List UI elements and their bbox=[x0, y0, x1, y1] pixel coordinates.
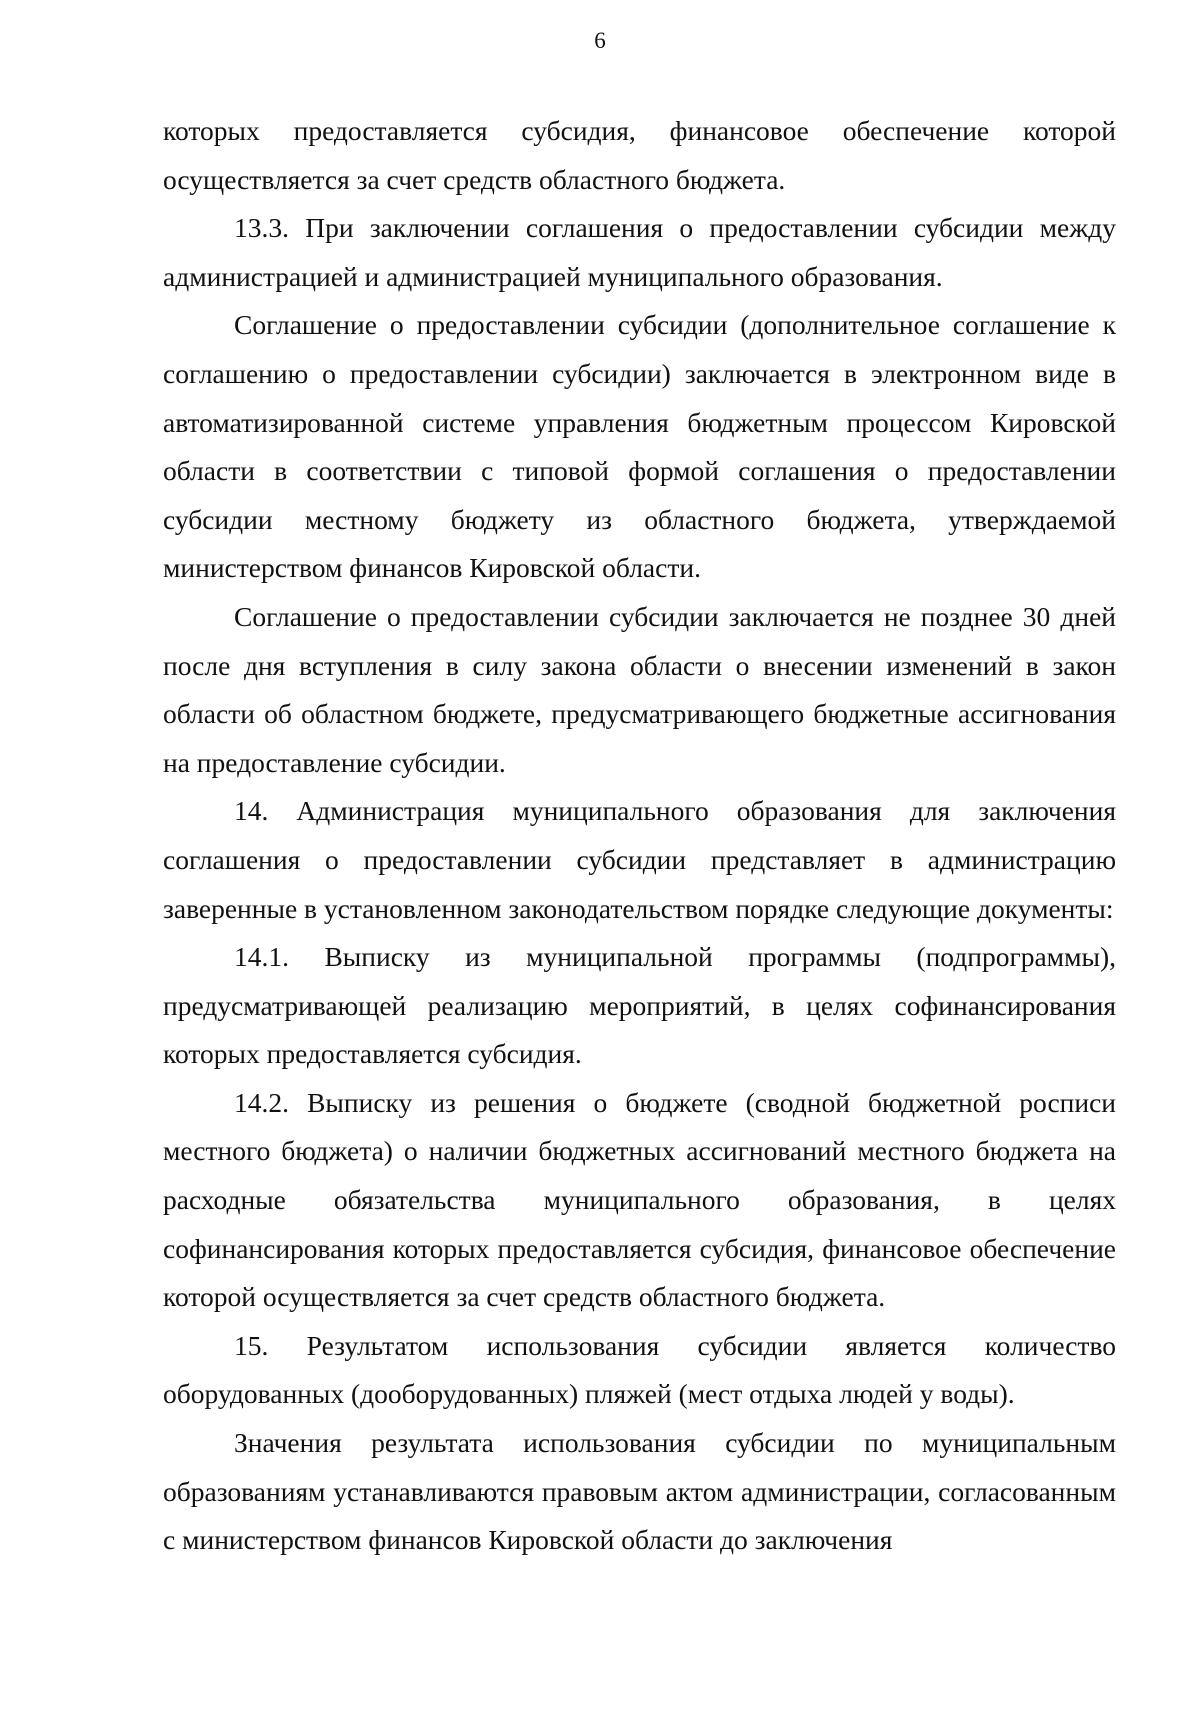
paragraph-continuation: которых предоставляется субсидия, финансовое обеспечение которой осуществляется за счет средств областного бюджета. bbox=[163, 115, 1116, 195]
document-body bbox=[163, 107, 1116, 1565]
page-number: 6 bbox=[594, 28, 606, 53]
paragraph-14: 14. Администрация муниципального образования для заключения соглашения о предоставлении субсидии представляет в администрацию заверенные в установленном законодательством порядке следующие документы: bbox=[163, 795, 1116, 924]
paragraph-agreement-electronic: Соглашение о предоставлении субсидии (дополнительное соглашение к соглашению о предоставлении субсидии) заключается в электронном виде в автоматизированной системе управления бюджетным процессом Кировской области в соответствии с типовой формой соглашения о предоставлении субсидии местному бюджету из областного бюджета, утверждаемой министерством финансов Кировской области. bbox=[163, 309, 1116, 584]
paragraph-13-3: 13.3. При заключении соглашения о предоставлении субсидии между администрацией и администрацией муниципального образования. bbox=[163, 212, 1116, 292]
paragraph-15: 15. Результатом использования субсидии является количество оборудованных (дооборудованных) пляжей (мест отдыха людей у воды). bbox=[163, 1329, 1116, 1410]
paragraph-14-1: 14.1. Выписку из муниципальной программы (подпрограммы), предусматривающей реализацию мероприятий, в целях софинансирования которых предоставляется субсидия. bbox=[163, 941, 1116, 1070]
paragraph-14-2: 14.2. Выписку из решения о бюджете (сводной бюджетной росписи местного бюджета) о наличии бюджетных ассигнований местного бюджета на расходные обязательства муниципального образования, в целях софинансирования которых предоставляется субсидия, финансовое обеспечение которой осуществляется за счет средств областного бюджета. bbox=[163, 1086, 1116, 1313]
paragraph-agreement-deadline: Соглашение о предоставлении субсидии заключается не позднее 30 дней после дня вступления в силу закона области о внесении изменений в закон области об областном бюджете, предусматривающего бюджетные ассигнования на предоставление субсидии. bbox=[163, 600, 1116, 778]
paragraph-result-values: Значения результата использования субсидии по муниципальным образованиям устанавливаются правовым актом администрации, согласованным с министерством финансов Кировской области до заключения bbox=[163, 1427, 1116, 1556]
